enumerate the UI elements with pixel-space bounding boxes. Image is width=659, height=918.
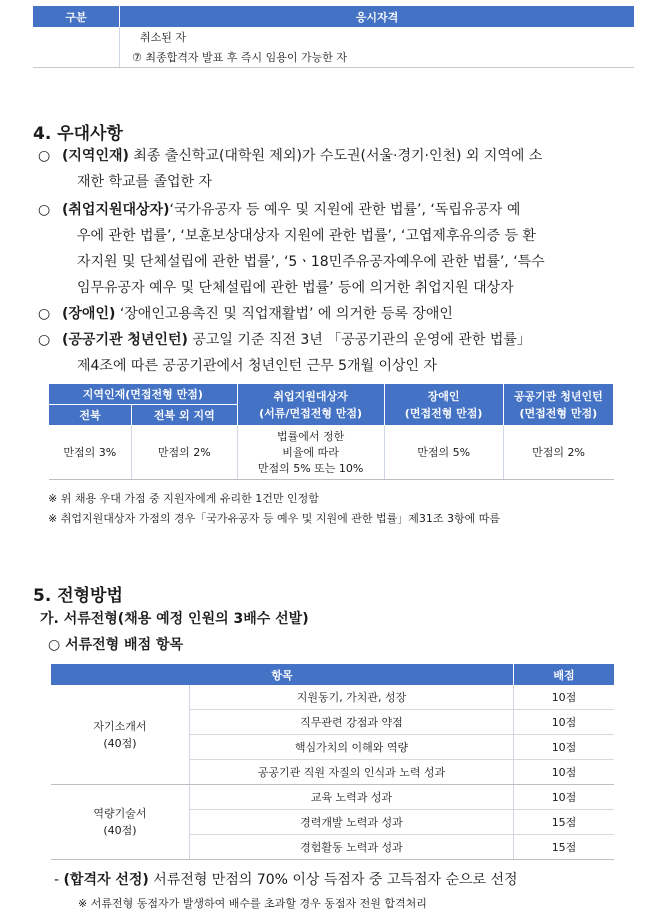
pref-header-other-region: 전북 외 지역 bbox=[132, 405, 238, 426]
section5-title: 5. 전형방법 bbox=[33, 586, 123, 606]
regional-talent-line2: 재한 학교를 졸업한 자 bbox=[77, 174, 213, 190]
passer-selection-line: - (합격자 선정) 서류전형 만점의 70% 이상 득점자 중 고득점자 순으로 선정 bbox=[54, 872, 518, 888]
pref-value-other-region: 만점의 2% bbox=[132, 426, 238, 480]
score-points: 10점 bbox=[514, 685, 615, 710]
qual-cell-empty bbox=[33, 47, 120, 68]
bullet-circle: ○ bbox=[38, 202, 51, 218]
tie-breaker-note: ※ 서류전형 동점자가 발생하여 배수를 초과할 경우 동점자 전원 합격처리 bbox=[78, 897, 427, 910]
employment-support-line2: 우에 관한 법률’, ‘보훈보상대상자 지원에 관한 법률’, ‘고엽제후유의증 등 환 bbox=[77, 228, 536, 244]
youth-intern-line2: 제4조에 따른 공공기관에서 청년인턴 근무 5개월 이상인 자 bbox=[77, 358, 438, 374]
youth-intern-label: (공공기관 청년인턴) bbox=[62, 332, 188, 348]
pref-value-disabled: 만점의 5% bbox=[384, 426, 503, 480]
document-scoring-table bbox=[51, 664, 614, 860]
score-category-competency: 역량기술서 (40점) bbox=[51, 785, 190, 860]
pref-value-intern: 만점의 2% bbox=[503, 426, 613, 480]
youth-intern-line1: (공공기관 청년인턴) 공고일 기준 직전 3년 「공공기관의 운영에 관한 법률」 bbox=[62, 332, 531, 348]
score-item: 직무관련 강점과 약점 bbox=[190, 710, 514, 735]
pref-header-regional: 지역인재(면접전형 만점) bbox=[49, 384, 238, 405]
pref-header-intern: 공공기관 청년인턴 (면접전형 만점) bbox=[503, 384, 613, 426]
qualification-table bbox=[33, 6, 634, 68]
disabled-label: (장애인) bbox=[62, 306, 116, 322]
score-item: 경험활동 노력과 성과 bbox=[190, 835, 514, 860]
score-points: 15점 bbox=[514, 810, 615, 835]
pref-header-jeonbuk: 전북 bbox=[49, 405, 132, 426]
score-item: 공공기관 직원 자질의 인식과 노력 성과 bbox=[190, 760, 514, 785]
score-item: 핵심가치의 이해와 역량 bbox=[190, 735, 514, 760]
preference-note-1: ※ 위 채용 우대 가점 중 지원자에게 유리한 1건만 인정함 bbox=[48, 492, 319, 505]
employment-support-label: (취업지원대상자) bbox=[62, 202, 170, 218]
pref-value-employment: 법률에서 정한 비율에 따라 만점의 5% 또는 10% bbox=[237, 426, 384, 480]
section4-title: 4. 우대사항 bbox=[33, 124, 123, 144]
qual-row-text: 취소된 자 bbox=[140, 31, 187, 44]
score-header-item: 항목 bbox=[51, 664, 514, 685]
bullet-circle: ○ bbox=[38, 306, 51, 322]
regional-talent-line1: (지역인재) 최종 출신학교(대학원 제외)가 수도권(서울·경기·인천) 외 지역에 소 bbox=[62, 148, 543, 164]
score-item: 교육 노력과 성과 bbox=[190, 785, 514, 810]
preference-note-2: ※ 취업지원대상자 가점의 경우「국가유공자 등 예우 및 지원에 관한 법률」제31조 3항에 따름 bbox=[48, 512, 500, 525]
pref-header-employment: 취업지원대상자 (서류/면접전형 만점) bbox=[237, 384, 384, 426]
score-points: 10점 bbox=[514, 760, 615, 785]
pref-value-jeonbuk: 만점의 3% bbox=[49, 426, 132, 480]
pref-header-disabled: 장애인 (면접전형 만점) bbox=[384, 384, 503, 426]
score-points: 10점 bbox=[514, 710, 615, 735]
score-item: 경력개발 노력과 성과 bbox=[190, 810, 514, 835]
qual-cell-empty bbox=[33, 27, 120, 47]
score-category-self-intro: 자기소개서 (40점) bbox=[51, 685, 190, 785]
employment-support-line1: (취업지원대상자)‘국가유공자 등 예우 및 지원에 관한 법률’, ‘독립유공자 예 bbox=[62, 202, 521, 218]
employment-support-line4: 임무유공자 예우 및 단체설립에 관한 법률’ 등에 의거한 취업지원 대상자 bbox=[77, 280, 514, 296]
score-points: 10점 bbox=[514, 785, 615, 810]
qual-header-category: 구분 bbox=[33, 6, 120, 27]
qual-row-text: ⑦ 최종합격자 발표 후 즉시 임용이 가능한 자 bbox=[120, 47, 635, 68]
employment-support-line3: 자지원 및 단체설립에 관한 법률’, ‘5ㆍ18민주유공자예우에 관한 법률’, ‘특수 bbox=[77, 254, 545, 270]
document-scoring-heading: ○ 서류전형 배점 항목 bbox=[48, 637, 184, 653]
regional-talent-label: (지역인재) bbox=[62, 148, 129, 164]
disabled-line: (장애인) ‘장애인고용촉진 및 직업재활법’ 에 의거한 등록 장애인 bbox=[62, 306, 453, 322]
preference-table bbox=[48, 383, 614, 480]
score-points: 10점 bbox=[514, 735, 615, 760]
score-points: 15점 bbox=[514, 835, 615, 860]
bullet-circle: ○ bbox=[38, 332, 51, 348]
score-header-points: 배점 bbox=[514, 664, 615, 685]
document-screening-title: 가. 서류전형(채용 예정 인원의 3배수 선발) bbox=[40, 611, 309, 627]
score-item: 지원동기, 가치관, 성장 bbox=[190, 685, 514, 710]
bullet-circle: ○ bbox=[38, 148, 51, 164]
qual-header-qualification: 응시자격 bbox=[120, 6, 635, 27]
passer-selection-label: (합격자 선정) bbox=[63, 872, 149, 888]
